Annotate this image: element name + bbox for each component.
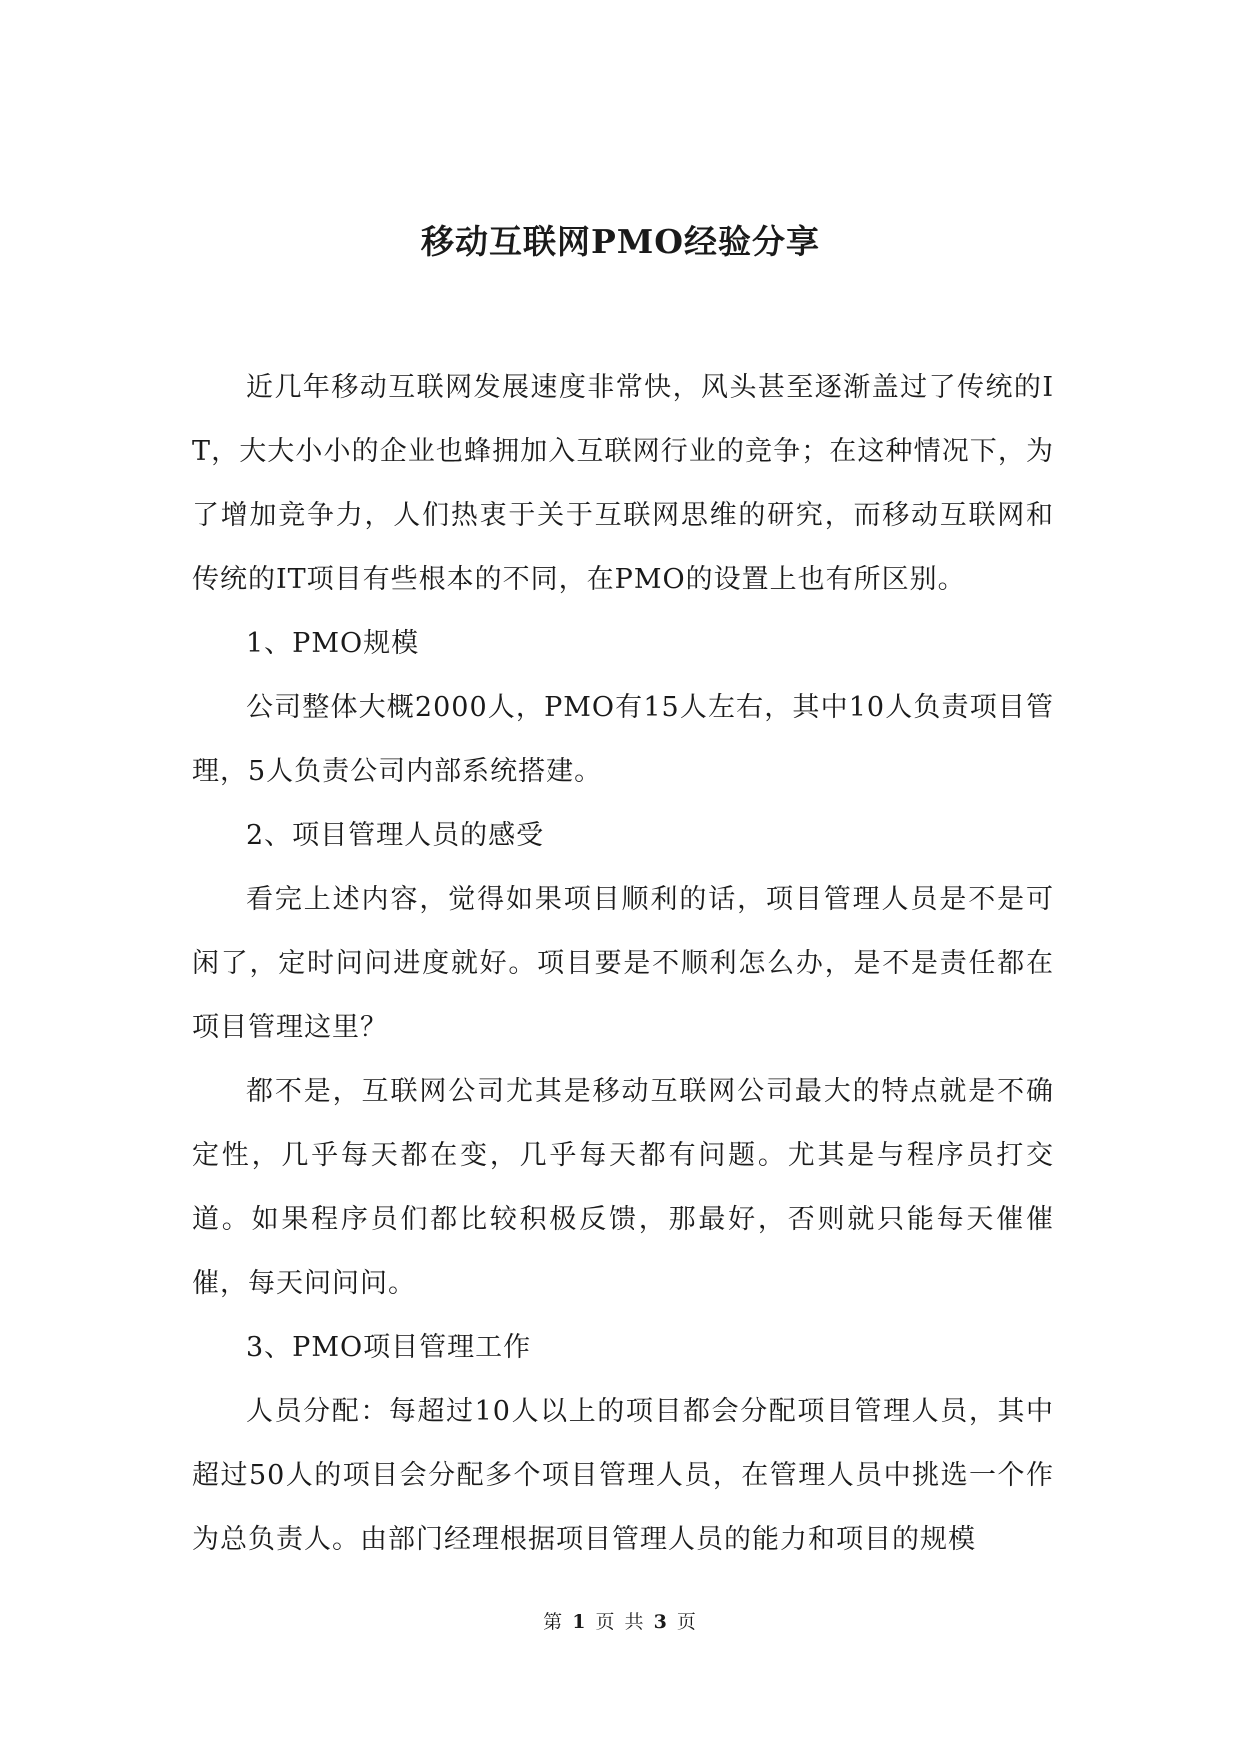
section-heading-pmo-scale: 1、PMO规模: [246, 628, 420, 659]
footer-current-page: 1: [572, 1611, 588, 1633]
footer-suffix: 页: [676, 1611, 698, 1633]
intro-paragraph: 近几年移动互联网发展速度非常快，风头甚至逐渐盖过了传统的IT，大大小小的企业也蜂拥加入互联网行业的竞争；在这种情况下，为了增加竞争力，人们热衷于关于互联网思维的研究，而移动互联网和传统的IT项目有些根本的不同，在PMO的设置上也有所区别。: [192, 372, 1054, 595]
footer-total-pages: 3: [653, 1611, 669, 1633]
document-title: 移动互联网PMO经验分享: [420, 222, 821, 261]
footer-middle: 页 共: [595, 1611, 646, 1633]
pm-feelings-paragraph-2: 都不是，互联网公司尤其是移动互联网公司最大的特点就是不确定性，几乎每天都在变，几乎每天都有问题。尤其是与程序员打交道。如果程序员们都比较积极反馈，那最好，否则就只能每天催催催，每天问问问。: [192, 1076, 1054, 1299]
page-footer: [0, 1608, 1241, 1636]
pmo-scale-paragraph: 公司整体大概2000人，PMO有15人左右，其中10人负责项目管理，5人负责公司内部系统搭建。: [192, 692, 1054, 787]
footer-prefix: 第: [543, 1611, 565, 1633]
document-body: [192, 356, 1054, 1572]
section-heading-pmo-work: 3、PMO项目管理工作: [246, 1332, 532, 1363]
section-heading-pm-feelings: 2、项目管理人员的感受: [246, 820, 545, 851]
pmo-work-paragraph: 人员分配：每超过10人以上的项目都会分配项目管理人员，其中超过50人的项目会分配多个项目管理人员，在管理人员中挑选一个作为总负责人。由部门经理根据项目管理人员的能力和项目的规模: [192, 1396, 1054, 1555]
pm-feelings-paragraph-1: 看完上述内容，觉得如果项目顺利的话，项目管理人员是不是可闲了，定时问问进度就好。项目要是不顺利怎么办，是不是责任都在项目管理这里？: [192, 884, 1054, 1043]
